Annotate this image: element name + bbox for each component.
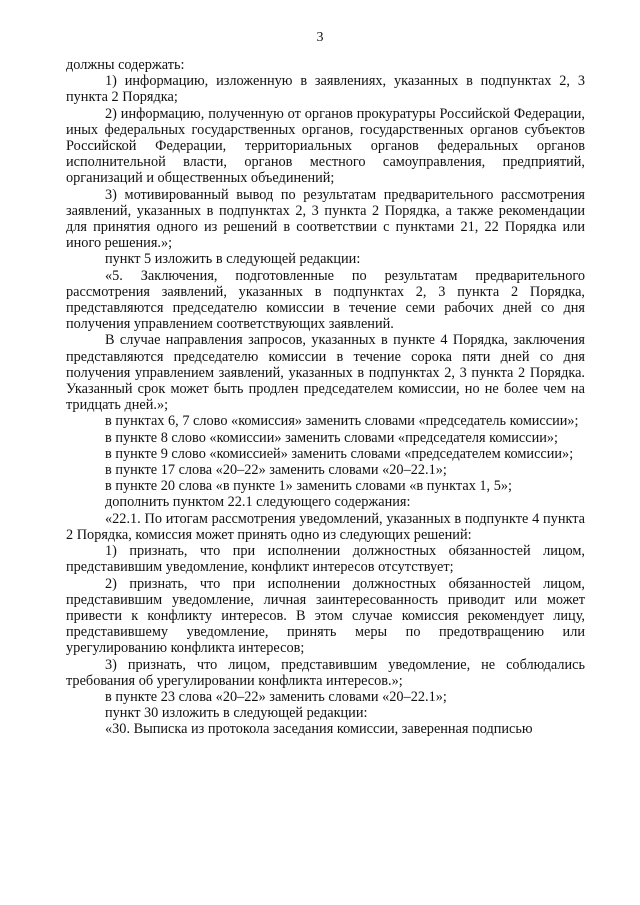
document-body bbox=[66, 57, 585, 738]
paragraph: в пункте 9 слово «комиссией» заменить словами «председателем комиссии»; bbox=[105, 445, 574, 462]
paragraph: в пункте 17 слова «20–22» заменить словами «20–22.1»; bbox=[105, 462, 447, 479]
page-number: 3 bbox=[316, 30, 324, 45]
paragraph: «5. Заключения, подготовленные по результатам предварительного рассмотрения заявлений, указанных в подпунктах 2, 3 пункта 2 Порядка, представляются председателю комиссии в течение семи рабочих дней со дня получения управлением соответствующих заявлений. bbox=[66, 267, 585, 333]
paragraph: 1) информацию, изложенную в заявлениях, указанных в подпунктах 2, 3 пункта 2 Порядка; bbox=[66, 73, 585, 106]
paragraph: 2) признать, что при исполнении должностных обязанностей лицом, представившим уведомление, личная заинтересованность приводит или может привести к конфликту интересов. В этом случае комиссия рекомендует лицу, представившему уведомление, принять меры по предотвращению или урегулированию конфликта интересов; bbox=[66, 575, 585, 657]
paragraph: в пунктах 6, 7 слово «комиссия» заменить словами «председатель комиссии»; bbox=[105, 413, 579, 430]
paragraph: должны содержать: bbox=[66, 57, 185, 73]
paragraph: в пункте 23 слова «20–22» заменить словами «20–22.1»; bbox=[105, 688, 447, 705]
paragraph: 1) признать, что при исполнении должностных обязанностей лицом, представившим уведомление, конфликт интересов отсутствует; bbox=[66, 543, 585, 576]
paragraph: пункт 5 изложить в следующей редакции: bbox=[105, 251, 361, 268]
paragraph: в пункте 8 слово «комиссии» заменить словами «председателя комиссии»; bbox=[105, 429, 559, 446]
paragraph: 2) информацию, полученную от органов прокуратуры Российской Федерации, иных федеральных государственных органов, государственных органов субъектов Российской Федерации, территориальных органов федеральных органов исполнительной власти, органов местного самоуправления, предприятий, организаций и общественных объединений; bbox=[66, 105, 585, 187]
paragraph: в пункте 20 слова «в пункте 1» заменить словами «в пунктах 1, 5»; bbox=[105, 478, 512, 495]
paragraph: 3) признать, что лицом, представившим уведомление, не соблюдались требования об урегулировании конфликта интересов.»; bbox=[66, 656, 585, 689]
paragraph: «22.1. По итогам рассмотрения уведомлений, указанных в подпункте 4 пункта 2 Порядка, комиссия может принять одно из следующих решений: bbox=[66, 510, 585, 543]
paragraph: В случае направления запросов, указанных в пункте 4 Порядка, заключения представляются председателю комиссии в течение сорока пяти дней со дня получения управлением заявлений, указанных в подпунктах 2, 3 пункта 2 Порядка. Указанный срок может быть продлен председателем комиссии, но не более чем на тридцать дней.»; bbox=[66, 332, 585, 414]
paragraph: дополнить пунктом 22.1 следующего содержания: bbox=[105, 494, 411, 511]
paragraph: «30. Выписка из протокола заседания комиссии, заверенная подписью bbox=[105, 721, 533, 738]
paragraph: 3) мотивированный вывод по результатам предварительного рассмотрения заявлений, указанных в подпунктах 2, 3 пункта 2 Порядка, а также рекомендации для принятия одного из решений в соответствии с пунктами 21, 22 Порядка или иного решения.»; bbox=[66, 186, 585, 252]
paragraph: пункт 30 изложить в следующей редакции: bbox=[105, 705, 368, 722]
